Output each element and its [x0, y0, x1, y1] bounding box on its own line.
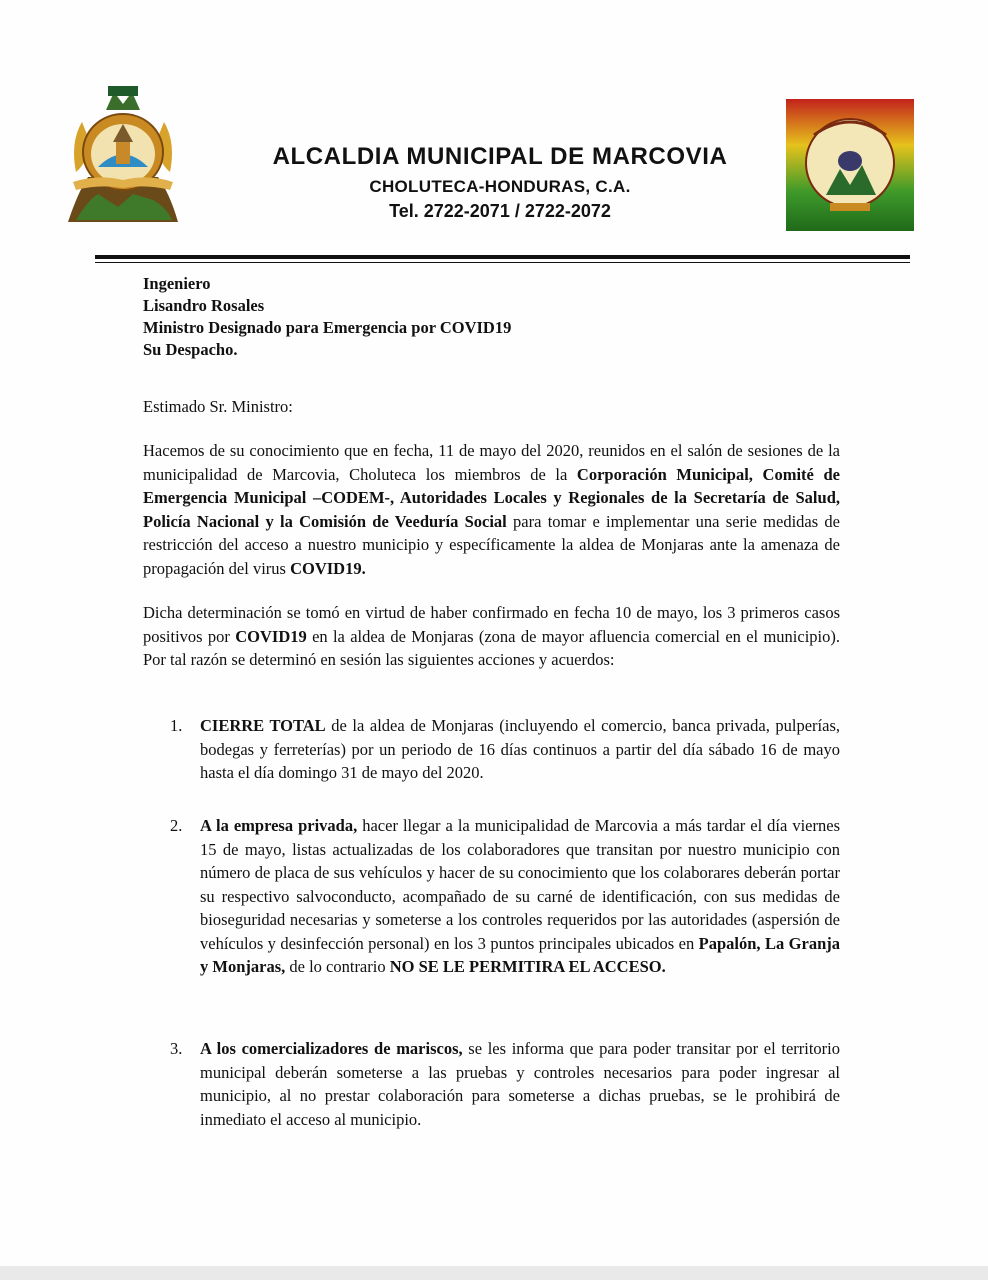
- letterhead: [220, 143, 780, 222]
- paragraph2-text-c: en la aldea de Monjaras (zona de mayor afluencia comercial en el municipio). Por tal razón se determinó en sesión las siguientes acciones y acuerdos:: [143, 626, 840, 669]
- list-item-text: de la aldea de Monjaras (incluyendo el comercio, banca privada, pulperías, bodegas y ferreterías) por un periodo de 16 días continuos a partir del día sábado 16 de mayo hasta el día domingo 31 de mayo del 2020.: [200, 716, 841, 782]
- paragraph1-text-c: para tomar e implementar una serie medidas de restricción del acceso a nuestro municipio y específicamente la aldea de Monjaras ante la amenaza de propagación del virus: [143, 511, 840, 578]
- list-item-text: hacer llegar a la municipalidad de Marcovia a más tardar el día viernes 15 de mayo, listas actualizadas de los colaboradores que transitan por nuestro municipio con número de placa de sus vehículos y hacer de su conocimiento que los colaborares deberán portar su respectivo salvoconducto, acompañado de su carné de identificación, con sus medidas de bioseguridad necesarias y someterse a los controles requeridos por las autoridades (aspersión de vehículos y desinfección personal) en los 3 puntos principales ubicados en: [200, 816, 840, 953]
- list-item-text-2: de lo contrario: [285, 957, 390, 976]
- honduras-coat-of-arms-seal: [58, 82, 188, 232]
- addressee-name: Lisandro Rosales: [143, 296, 265, 315]
- list-item-text: se les informa que para poder transitar por el territorio municipal deberán someterse a las pruebas y controles necesarios para poder ingresar al municipio, al no prestar colaboración para someterse a dichas pruebas, se le prohibirá de inmediato el acceso al municipio.: [200, 1039, 840, 1129]
- paragraph2-text-a: Dicha determinación se tomó en virtud de haber confirmado en fecha 10 de mayo, los 3 primeros casos positivos por: [143, 603, 840, 646]
- paragraph-determination: [143, 601, 840, 672]
- header-divider-thick: [95, 255, 910, 259]
- paragraph2-bold-virus: COVID19: [235, 626, 307, 646]
- addressee-position: Ministro Designado para Emergencia por COVID19: [143, 318, 512, 337]
- scan-bottom-edge: [0, 1266, 988, 1280]
- list-item-bold-warning: NO SE LE PERMITIRA EL ACCESO.: [389, 957, 666, 976]
- list-item: [170, 714, 841, 785]
- list-item-bold-places: Papalón, La Granja y Monjaras,: [200, 933, 840, 976]
- paragraph1-bold-virus: COVID19.: [290, 558, 366, 578]
- letterhead-location: CHOLUTECA-HONDURAS, C.A.: [369, 177, 631, 196]
- list-item-bold: A los comercializadores de mariscos,: [200, 1039, 463, 1058]
- list-item-number: 2.: [170, 816, 183, 835]
- paragraph1-text-a: Hacemos de su conocimiento que en fecha, 11 de mayo del 2020, reunidos en el salón de sesiones de la municipalidad de Marcovia, Choluteca los miembros de la: [143, 441, 840, 484]
- list-item-bold: CIERRE TOTAL: [200, 716, 326, 735]
- addressee-title: Ingeniero: [143, 274, 211, 293]
- header-divider-thin: [95, 262, 910, 263]
- addressee-block: [143, 273, 511, 361]
- letterhead-title: ALCALDIA MUNICIPAL DE MARCOVIA: [272, 143, 728, 170]
- paragraph1-bold-entities: Corporación Municipal, Comité de Emergencia Municipal –CODEM-, Autoridades Locales y Regionales de la Secretaría de Salud, Policía Nacional y la Comisión de Veeduría Social: [143, 464, 840, 531]
- list-item-number: 1.: [170, 716, 183, 735]
- paragraph-meeting: [143, 439, 840, 580]
- marcovia-municipal-seal: [786, 99, 914, 231]
- letterhead-phone: Tel. 2722-2071 / 2722-2072: [389, 201, 611, 221]
- list-item: [170, 814, 840, 979]
- list-item-bold: A la empresa privada,: [200, 816, 358, 835]
- salutation: Estimado Sr. Ministro:: [143, 397, 293, 416]
- list-item-number: 3.: [170, 1039, 183, 1058]
- addressee-office: Su Despacho.: [143, 340, 238, 359]
- list-item: [170, 1037, 840, 1131]
